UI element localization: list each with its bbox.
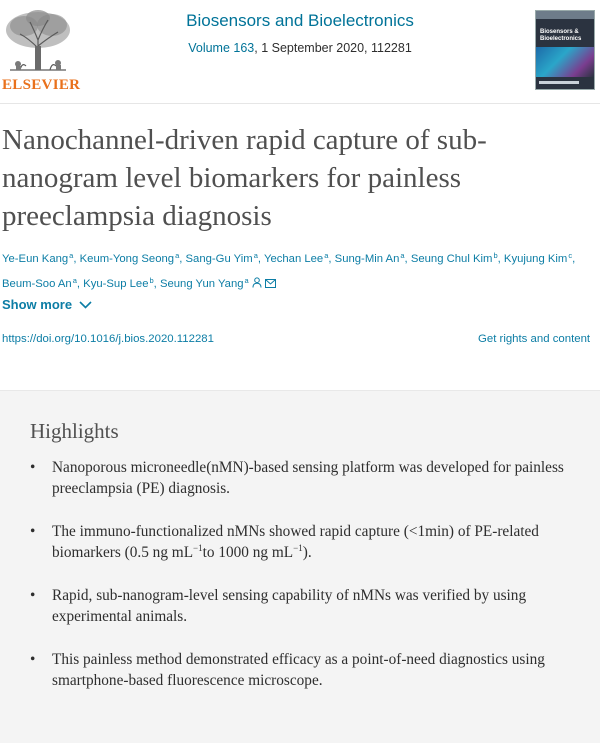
author-link[interactable]	[186, 253, 258, 265]
author-link[interactable]	[160, 278, 276, 290]
journal-title[interactable]: Biosensors and Bioelectronics	[186, 11, 414, 30]
highlight-text: to 1000 ng mL	[202, 544, 294, 561]
author-affiliation: a	[324, 251, 329, 260]
author-link[interactable]	[335, 253, 405, 265]
article-title: Nanochannel-driven rapid capture of sub-nanogram level biomarkers for painless preeclampsia diagnosis	[2, 124, 487, 232]
author-name: Seung Yun Yang	[159, 278, 244, 290]
author-affiliation: a	[72, 276, 77, 285]
author-affiliation: b	[493, 251, 498, 260]
highlight-text: Nanoporous microneedle(nMN)-based sensing platform was developed for painless preeclampsia (PE) diagnosis.	[52, 459, 564, 497]
author-affiliation: b	[149, 276, 154, 285]
author-affiliation: a	[400, 251, 405, 260]
highlights-heading: Highlights	[30, 419, 119, 443]
author-link[interactable]	[2, 253, 73, 265]
journal-cover-image[interactable]	[535, 10, 595, 90]
author-name: Seung Chul Kim	[410, 253, 493, 265]
list-item	[30, 521, 570, 563]
list-item	[30, 649, 570, 691]
doi-link[interactable]: https://doi.org/10.1016/j.bios.2020.112281	[2, 333, 214, 345]
author-name: Ye-Eun Kang	[2, 253, 69, 265]
highlights-section	[0, 390, 600, 743]
author-link[interactable]	[2, 278, 77, 290]
author-link[interactable]	[411, 253, 498, 265]
chevron-down-icon	[79, 301, 92, 309]
author-affiliation: a	[244, 276, 249, 285]
author-link[interactable]	[83, 278, 154, 290]
superscript: −1	[193, 542, 203, 553]
show-more-label: Show more	[2, 297, 73, 312]
show-more-button[interactable]	[2, 297, 92, 312]
author-name: Sang-Gu Yim	[185, 253, 253, 265]
highlights-list	[30, 457, 570, 713]
author-link[interactable]	[264, 253, 328, 265]
author-name: Kyujung Kim	[503, 253, 568, 265]
cover-graphic	[536, 47, 594, 77]
cover-title: Biosensors & Bioelectronics	[540, 29, 582, 42]
author-name: Keum-Yong Seong	[79, 253, 175, 265]
list-item	[30, 457, 570, 499]
issue-date: , 1 September 2020, 112281	[254, 41, 412, 55]
volume-info	[0, 41, 600, 55]
publisher-name[interactable]: ELSEVIER	[2, 77, 81, 93]
cover-top-band	[536, 11, 594, 19]
author-name: Yechan Lee	[263, 253, 324, 265]
cover-footer-bar	[539, 81, 579, 84]
highlight-text: The immuno-functionalized nMNs showed rapid capture (<1min) of PE-related biomarkers (0.5 ng mL	[52, 523, 539, 561]
author-name: Sung-Min An	[334, 253, 400, 265]
envelope-icon[interactable]	[265, 279, 276, 288]
author-name: Kyu-Sup Lee	[83, 278, 149, 290]
author-list: Ye-Eun Kang$^a$, Keum-Yong Seong$^a$, Sang-Gu Yim$^a$, Yechan Lee$^a$, Sung-Min An$^a$, Seung Chul Kim$^b$, Kyujung Kim$^c$, Beum-Soo An$^a$, Kyu-Sup Lee$^b$, Seung Yun Yang$^a$	[2, 251, 576, 290]
author-link[interactable]	[504, 253, 572, 265]
get-rights-link[interactable]: Get rights and content	[478, 333, 591, 345]
author-name: Beum-Soo An	[2, 278, 72, 290]
volume-link[interactable]: Volume 163	[188, 41, 255, 55]
person-icon[interactable]	[252, 277, 262, 288]
author-affiliation: a	[253, 251, 258, 260]
author-affiliation: c	[568, 251, 573, 260]
highlight-text: This painless method demonstrated efficacy as a point-of-need diagnostics using smartphone-based fluorescence microscope.	[52, 651, 545, 689]
superscript: −1	[293, 542, 303, 553]
highlight-text: Rapid, sub-nanogram-level sensing capability of nMNs was verified by using experimental animals.	[52, 587, 527, 625]
author-affiliation: a	[175, 251, 180, 260]
highlight-text: ).	[302, 544, 312, 561]
list-item	[30, 585, 570, 627]
header-divider	[0, 103, 600, 104]
author-link[interactable]	[80, 253, 180, 265]
author-affiliation: a	[69, 251, 74, 260]
